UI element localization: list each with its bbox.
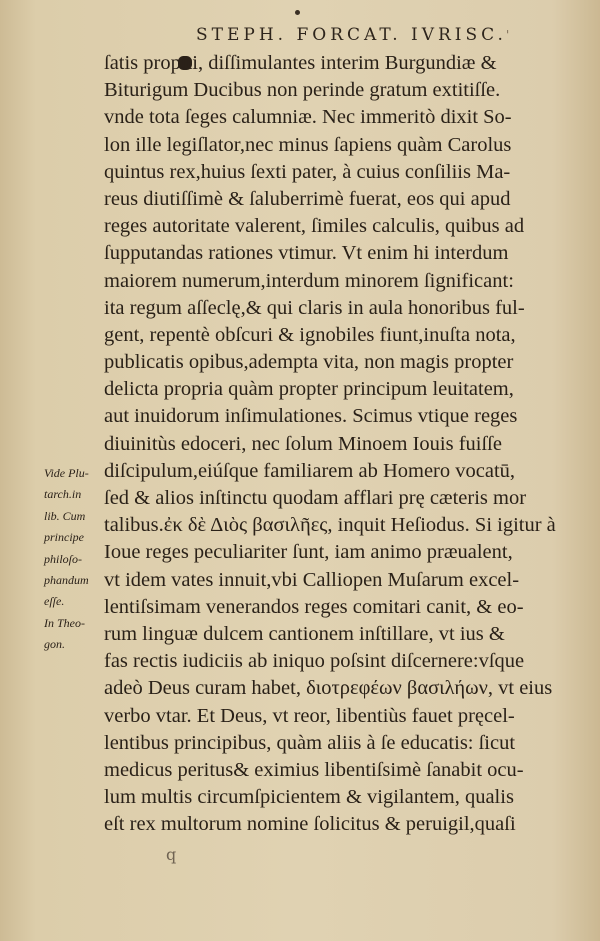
running-header: STEPH. FORCAT. IVRISC. [196,25,507,45]
text-line: eſt rex multorum nomine ſolicitus & peruigil,quaſi [104,813,516,836]
ink-dot [295,10,300,15]
text-line: Biturigum Ducibus non perinde gratum extitiſſe. [104,79,501,102]
text-line: adeò Deus curam habet, διοτρεφέων βασιλήων, vt eius [104,677,553,700]
margin-notes [44,463,106,656]
text-line: ſed & alios inſtinctu quodam afflari prę cæteris mor [104,487,527,509]
text-line: fas rectis iudiciis ab iniquo poſsint diſcernere:vſque [104,650,525,673]
text-line: vt idem vates innuit,vbi Calliopen Muſarum excel- [104,568,520,591]
margin-note-line: phandum [44,572,89,587]
body-text [104,50,574,838]
text-line: verbo vtar. Et Deus, vt reor, libentiùs fauet pręcel- [104,704,515,727]
margin-note-line: tarch.in [44,487,82,502]
text-line: Ioue reges peculiariter ſunt, iam animo præualent, [104,541,513,564]
margin-note-line: principe [44,530,84,545]
text-line: publicatis opibus,adempta vita, non magis propter [104,351,514,374]
text-line: lum multis circumſpicientem & vigilantem, qualis [104,786,514,809]
text-line: lentibus principibus, quàm aliis à ſe educatis: ſicut [104,731,516,754]
text-line: lentiſsimam venerandos reges comitari canit, & eo- [104,595,524,618]
signature-mark: q [166,845,177,864]
text-line: lon ille legiſlator,nec minus ſapiens quàm Carolus [104,133,512,156]
text-line: diſcipulum,eiúſque familiarem ab Homero vocatū, [104,459,516,482]
margin-note-line: Vide Plu- [44,466,89,480]
text-line: ita regum aſſeclę,& qui claris in aula honoribus ful- [104,296,525,319]
text-line: medicus peritus& eximius libentiſsimè ſanabit ocu- [104,758,524,781]
text-line: quintus rex,huius ſexti pater, à cuius conſiliis Ma- [104,160,511,183]
text-line: delicta propria quàm propter principum leuitatem, [104,378,514,401]
text-line: reges autoritate valerent, ſimiles calculis, quibus ad [104,215,525,238]
text-line: ſupputandas rationes vtimur. Vt enim hi interdum [104,242,509,265]
margin-note-line: lib. Cum [44,508,86,523]
header-tick-mark: ' [506,28,510,42]
text-line: rum linguæ dulcem cantionem inſtillare, vt ius & [104,622,505,645]
margin-note-line: eſſe. [44,594,65,609]
text-line: maiorem numerum,interdum minorem ſignificant: [104,269,514,292]
text-line: vnde tota ſeges calumniæ. Nec immeritò dixit So- [104,106,512,129]
text-line: aut inuidorum inſimulationes. Scimus vtique reges [104,405,518,428]
text-line: talibus.ἐκ δὲ Διὸς βασιλῆες, inquit Heſiodus. Si igitur à [104,514,556,537]
margin-note-line: gon. [44,637,65,652]
text-line: ſatis propiti, diſſimulantes interim Burgundiæ & [104,52,497,74]
text-line: reus diutiſſimè & ſaluberrimè fuerat, eos qui apud [104,187,511,210]
margin-note-line: philoſo- [44,551,82,566]
text-line: diuinitùs edoceri, nec ſolum Minoem Iouis fuiſſe [104,432,502,455]
margin-note-line: In Theo- [44,615,85,630]
text-line: gent, repentè obſcuri & ignobiles fiunt,inuſta nota, [104,323,516,346]
